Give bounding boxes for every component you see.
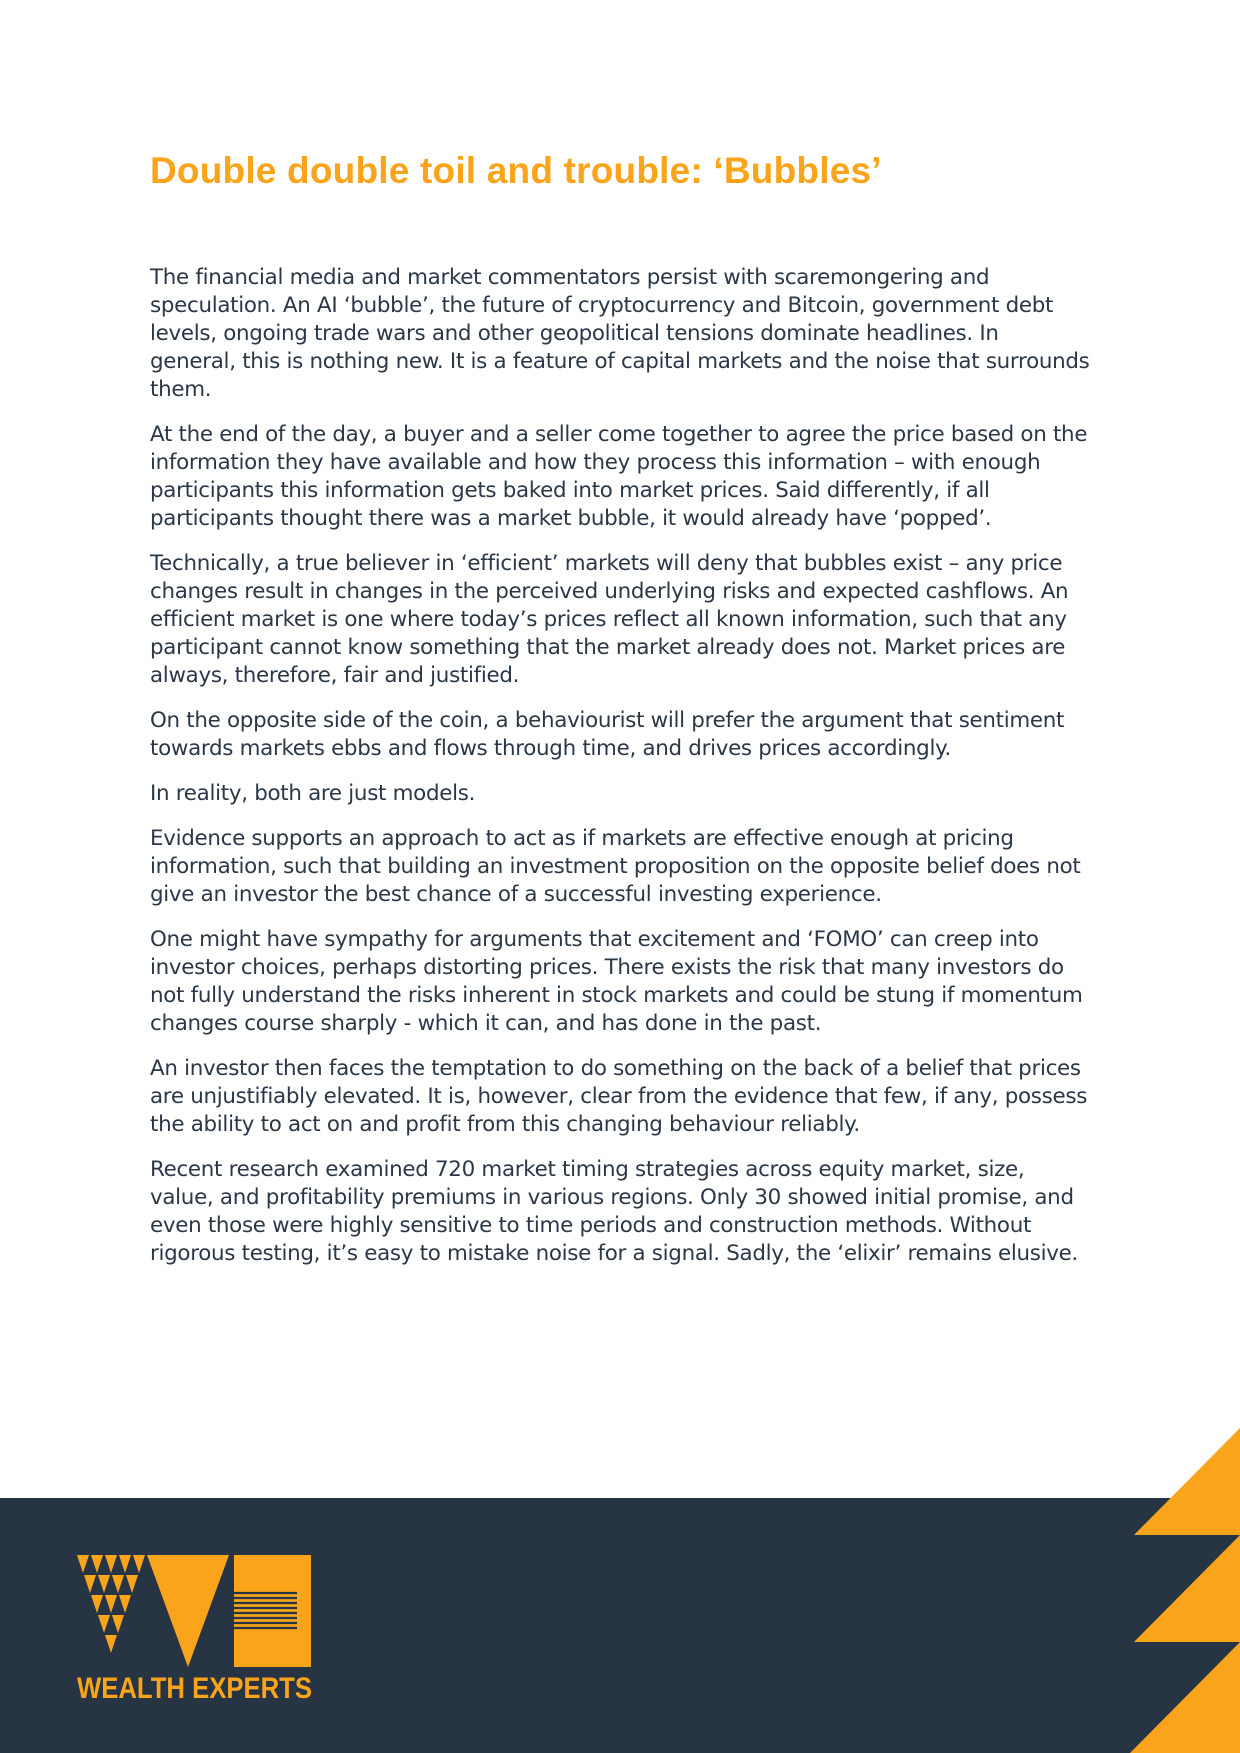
logo-wordmark: WEALTH EXPERTS <box>77 1672 312 1705</box>
article-body <box>150 264 1090 1285</box>
wealth-experts-logo <box>77 1555 322 1705</box>
paragraph: An investor then faces the temptation to do something on the back of a belief that prices are unjustifiably elevated. It is, however, clear from the evidence that few, if any, possess the ability to act on and profit from this changing behaviour reliably. <box>150 1056 1088 1137</box>
paragraph: At the end of the day, a buyer and a seller come together to agree the price based on the information they have available and how they process this information – with enough participants this information gets baked into market prices. Said differently, if all participants thought there was a market bubble, it would already have ‘popped’. <box>150 422 1088 531</box>
paragraph: In reality, both are just models. <box>150 781 476 806</box>
paragraph: The financial media and market commentators persist with scaremongering and speculation. An AI ‘bubble’, the future of cryptocurrency and Bitcoin, government debt levels, ongoing trade wars and other geopolitical tensions dominate headlines. In general, this is nothing new. It is a feature of capital markets and the noise that surrounds them. <box>150 265 1090 402</box>
paragraph: Technically, a true believer in ‘efficient’ markets will deny that bubbles exist – any price changes result in changes in the perceived underlying risks and expected cashflows. An efficient market is one where today’s prices reflect all known information, such that any participant cannot know something that the market already does not. Market prices are always, therefore, fair and justified. <box>150 551 1069 688</box>
paragraph: Evidence supports an approach to act as if markets are effective enough at pricing information, such that building an investment proposition on the opposite belief does not give an investor the best chance of a successful investing experience. <box>150 826 1081 907</box>
corner-triangles-decoration <box>1130 1428 1240 1753</box>
paragraph: Recent research examined 720 market timing strategies across equity market, size, value, and profitability premiums in various regions. Only 30 showed initial promise, and even those were highly sensitive to time periods and construction methods. Without rigorous testing, it’s easy to mistake noise for a signal. Sadly, the ‘elixir’ remains elusive. <box>150 1157 1078 1266</box>
page-title: Double double toil and trouble: ‘Bubbles’ <box>150 150 882 191</box>
paragraph: On the opposite side of the coin, a behaviourist will prefer the argument that sentiment towards markets ebbs and flows through time, and drives prices accordingly. <box>150 708 1065 761</box>
paragraph: One might have sympathy for arguments that excitement and ‘FOMO’ can creep into investor choices, perhaps distorting prices. There exists the risk that many investors do not fully understand the risks inherent in stock markets and could be stung if momentum changes course sharply - which it can, and has done in the past. <box>150 927 1083 1036</box>
